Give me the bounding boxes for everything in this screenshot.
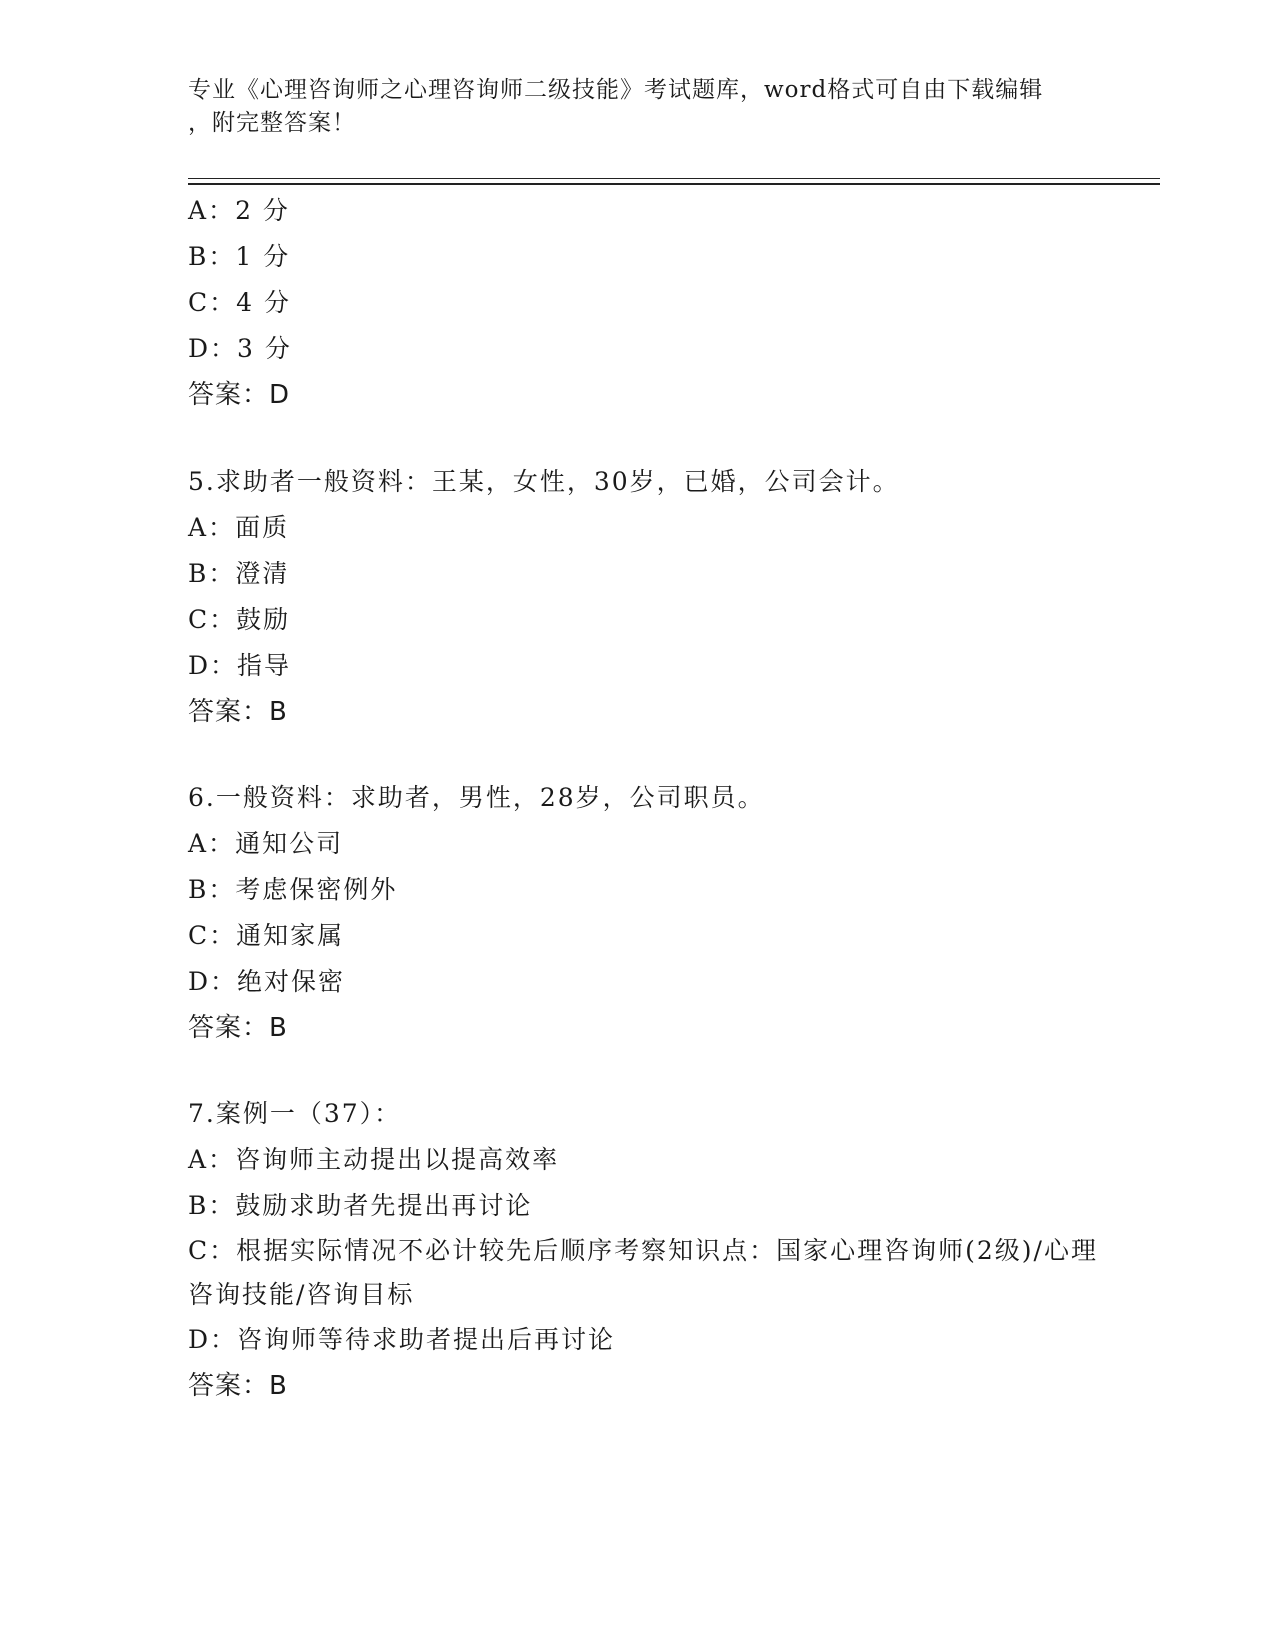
option-text: 鼓励求助者先提出再讨论 <box>235 1191 533 1220</box>
option-text: 咨询师等待求助者提出后再讨论 <box>237 1325 616 1354</box>
answer: 答案：B <box>188 697 288 727</box>
option-text: 绝对保密 <box>237 967 346 996</box>
option-label: D： <box>188 651 238 680</box>
option-a <box>188 1137 1108 1183</box>
option-text: 通知公司 <box>235 829 344 858</box>
option-b <box>188 234 1108 280</box>
option-b <box>188 1183 1108 1229</box>
option-label: C： <box>188 921 237 950</box>
option-label: A： <box>188 829 236 858</box>
option-text: 根据实际情况不必计较先后顺序考察知识点：国家心理咨询师(2级)/心理咨询技能/咨询目标 <box>188 1236 1098 1309</box>
option-text: 3 分 <box>237 334 292 363</box>
option-label: A： <box>188 1145 236 1174</box>
option-label: B： <box>188 1191 236 1220</box>
header-line-1: 专业《心理咨询师之心理咨询师二级技能》考试题库，word格式可自由下载编辑 <box>188 77 1044 103</box>
option-text: 鼓励 <box>236 605 291 634</box>
question-7 <box>188 1091 1108 1409</box>
header-line-2: ，附完整答案！ <box>188 110 356 136</box>
option-c <box>188 597 1108 643</box>
question-6 <box>188 775 1108 1051</box>
option-c <box>188 280 1108 326</box>
option-text: 通知家属 <box>236 921 345 950</box>
option-d <box>188 1317 1108 1363</box>
question-stem: 5.求助者一般资料：王某，女性，30岁，已婚，公司会计。 <box>188 467 900 496</box>
option-label: B： <box>188 875 236 904</box>
option-label: A： <box>188 513 236 542</box>
option-label: C： <box>188 605 237 634</box>
question-4 <box>188 188 1108 418</box>
answer: 答案：B <box>188 1013 288 1043</box>
answer: 答案：D <box>188 380 291 410</box>
option-text: 2 分 <box>235 196 290 225</box>
question-stem: 7.案例一（37）： <box>188 1099 402 1128</box>
option-text: 1 分 <box>235 242 291 271</box>
option-b <box>188 867 1108 913</box>
option-text: 指导 <box>237 651 292 680</box>
option-text: 4 分 <box>236 288 291 317</box>
option-label: B： <box>188 559 236 588</box>
option-label: A： <box>188 196 236 225</box>
option-d <box>188 643 1108 689</box>
option-c <box>188 913 1108 959</box>
document-header <box>188 74 1088 140</box>
option-label: B： <box>188 242 236 271</box>
option-b <box>188 551 1108 597</box>
option-label: D： <box>188 1325 238 1354</box>
option-text: 澄清 <box>235 559 290 588</box>
option-text: 考虑保密例外 <box>235 875 398 904</box>
option-label: C： <box>188 1236 237 1265</box>
option-a <box>188 188 1108 234</box>
option-text: 咨询师主动提出以提高效率 <box>235 1145 560 1174</box>
option-label: C： <box>188 288 237 317</box>
option-text: 面质 <box>235 513 290 542</box>
question-stem: 6.一般资料：求助者，男性，28岁，公司职员。 <box>188 783 765 812</box>
answer: 答案：B <box>188 1371 288 1401</box>
option-d <box>188 326 1108 372</box>
option-a <box>188 505 1108 551</box>
header-divider-thin <box>188 178 1160 179</box>
option-d <box>188 959 1108 1005</box>
question-5 <box>188 459 1108 735</box>
option-label: D： <box>188 967 238 996</box>
option-c <box>188 1229 1108 1317</box>
option-a <box>188 821 1108 867</box>
option-label: D： <box>188 334 238 363</box>
header-divider-thick <box>188 183 1160 185</box>
